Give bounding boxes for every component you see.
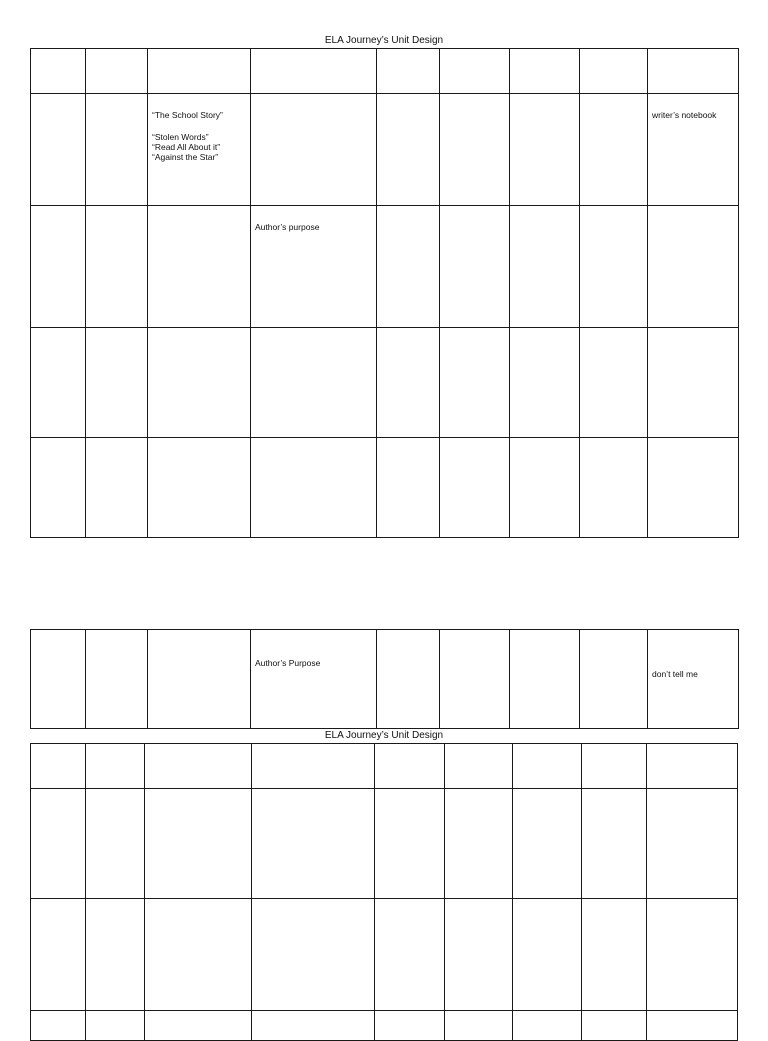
table-cell bbox=[377, 328, 440, 438]
table-row bbox=[31, 49, 739, 94]
table-cell bbox=[513, 899, 582, 1011]
table-cell bbox=[31, 438, 86, 538]
table-cell bbox=[582, 1011, 647, 1041]
table-cell bbox=[510, 328, 580, 438]
unit-design-title: ELA Journey’s Unit Design bbox=[324, 730, 444, 741]
table-cell bbox=[510, 49, 580, 94]
skill-note: Author’s Purpose bbox=[255, 658, 321, 668]
table-cell bbox=[377, 630, 440, 729]
table-cell bbox=[580, 94, 648, 206]
table-cell bbox=[31, 899, 86, 1011]
table-cell bbox=[513, 1011, 582, 1041]
table-cell bbox=[252, 899, 375, 1011]
table-cell bbox=[148, 49, 251, 94]
table-cell bbox=[31, 630, 86, 729]
unit-design-title: ELA Journey’s Unit Design bbox=[324, 35, 444, 46]
table-row bbox=[31, 789, 738, 899]
table-cell bbox=[145, 1011, 252, 1041]
table-cell bbox=[445, 789, 513, 899]
table-cell bbox=[445, 1011, 513, 1041]
table-row bbox=[31, 630, 739, 729]
table-cell bbox=[510, 630, 580, 729]
table-cell bbox=[252, 1011, 375, 1041]
table-cell bbox=[377, 94, 440, 206]
table-cell bbox=[145, 899, 252, 1011]
table-cell bbox=[375, 744, 445, 789]
table-cell bbox=[145, 789, 252, 899]
story-title: “The School Story” bbox=[152, 110, 223, 120]
table-cell bbox=[445, 744, 513, 789]
table-row bbox=[31, 744, 738, 789]
table-cell bbox=[377, 206, 440, 328]
writing-cell bbox=[648, 630, 739, 729]
table-cell bbox=[440, 206, 510, 328]
table-cell bbox=[251, 94, 377, 206]
table-cell bbox=[510, 438, 580, 538]
table-row bbox=[31, 206, 739, 328]
table-cell bbox=[440, 630, 510, 729]
table-cell bbox=[148, 328, 251, 438]
table-row bbox=[31, 94, 739, 206]
table-cell bbox=[377, 438, 440, 538]
table-cell bbox=[31, 1011, 86, 1041]
table-cell bbox=[440, 49, 510, 94]
writing-cell bbox=[648, 94, 739, 206]
table-cell bbox=[86, 328, 148, 438]
table-cell bbox=[513, 744, 582, 789]
table-cell bbox=[31, 206, 86, 328]
table-cell bbox=[145, 744, 252, 789]
table-cell bbox=[251, 438, 377, 538]
table-cell bbox=[86, 438, 148, 538]
table-row bbox=[31, 899, 738, 1011]
table-row bbox=[31, 328, 739, 438]
table-cell bbox=[375, 899, 445, 1011]
table-row bbox=[31, 438, 739, 538]
skill-note: Author’s purpose bbox=[255, 222, 320, 232]
table-cell bbox=[148, 438, 251, 538]
table-cell bbox=[510, 206, 580, 328]
table-cell bbox=[375, 789, 445, 899]
table-cell bbox=[647, 789, 738, 899]
writing-note: don’t tell me bbox=[652, 669, 698, 679]
table-cell bbox=[440, 438, 510, 538]
table-cell bbox=[445, 899, 513, 1011]
table-cell bbox=[148, 206, 251, 328]
table-cell bbox=[377, 49, 440, 94]
table-row bbox=[31, 1011, 738, 1041]
table-cell bbox=[648, 49, 739, 94]
table-cell bbox=[510, 94, 580, 206]
table-cell bbox=[86, 744, 145, 789]
table-cell bbox=[582, 899, 647, 1011]
story-title: “Against the Star” bbox=[152, 152, 219, 162]
table-cell bbox=[580, 206, 648, 328]
unit-design-table-2 bbox=[30, 743, 738, 1041]
writing-note: writer’s notebook bbox=[652, 110, 717, 120]
table-cell bbox=[86, 94, 148, 206]
skill-cell bbox=[251, 206, 377, 328]
table-cell bbox=[148, 630, 251, 729]
story-title: “Read All About it” bbox=[152, 142, 221, 152]
table-cell bbox=[580, 438, 648, 538]
reading-selections-cell bbox=[148, 94, 251, 206]
unit-design-table-1 bbox=[30, 48, 739, 538]
table-cell bbox=[582, 789, 647, 899]
table-cell bbox=[86, 206, 148, 328]
table-cell bbox=[86, 49, 148, 94]
table-cell bbox=[582, 744, 647, 789]
table-cell bbox=[440, 328, 510, 438]
table-cell bbox=[580, 630, 648, 729]
table-cell bbox=[647, 899, 738, 1011]
table-cell bbox=[251, 328, 377, 438]
table-cell bbox=[252, 789, 375, 899]
table-cell bbox=[647, 744, 738, 789]
table-cell bbox=[31, 789, 86, 899]
skill-cell bbox=[251, 630, 377, 729]
table-cell bbox=[648, 206, 739, 328]
table-cell bbox=[580, 49, 648, 94]
table-cell bbox=[86, 899, 145, 1011]
table-cell bbox=[86, 630, 148, 729]
unit-design-table-fragment bbox=[30, 629, 739, 729]
table-cell bbox=[86, 789, 145, 899]
table-cell bbox=[375, 1011, 445, 1041]
table-cell bbox=[647, 1011, 738, 1041]
table-cell bbox=[580, 328, 648, 438]
table-cell bbox=[648, 328, 739, 438]
table-cell bbox=[252, 744, 375, 789]
table-cell bbox=[440, 94, 510, 206]
table-cell bbox=[31, 744, 86, 789]
table-cell bbox=[86, 1011, 145, 1041]
table-cell bbox=[648, 438, 739, 538]
table-cell bbox=[251, 49, 377, 94]
story-title: “Stolen Words” bbox=[152, 132, 209, 142]
table-cell bbox=[31, 328, 86, 438]
table-cell bbox=[31, 49, 86, 94]
table-cell bbox=[31, 94, 86, 206]
table-cell bbox=[513, 789, 582, 899]
